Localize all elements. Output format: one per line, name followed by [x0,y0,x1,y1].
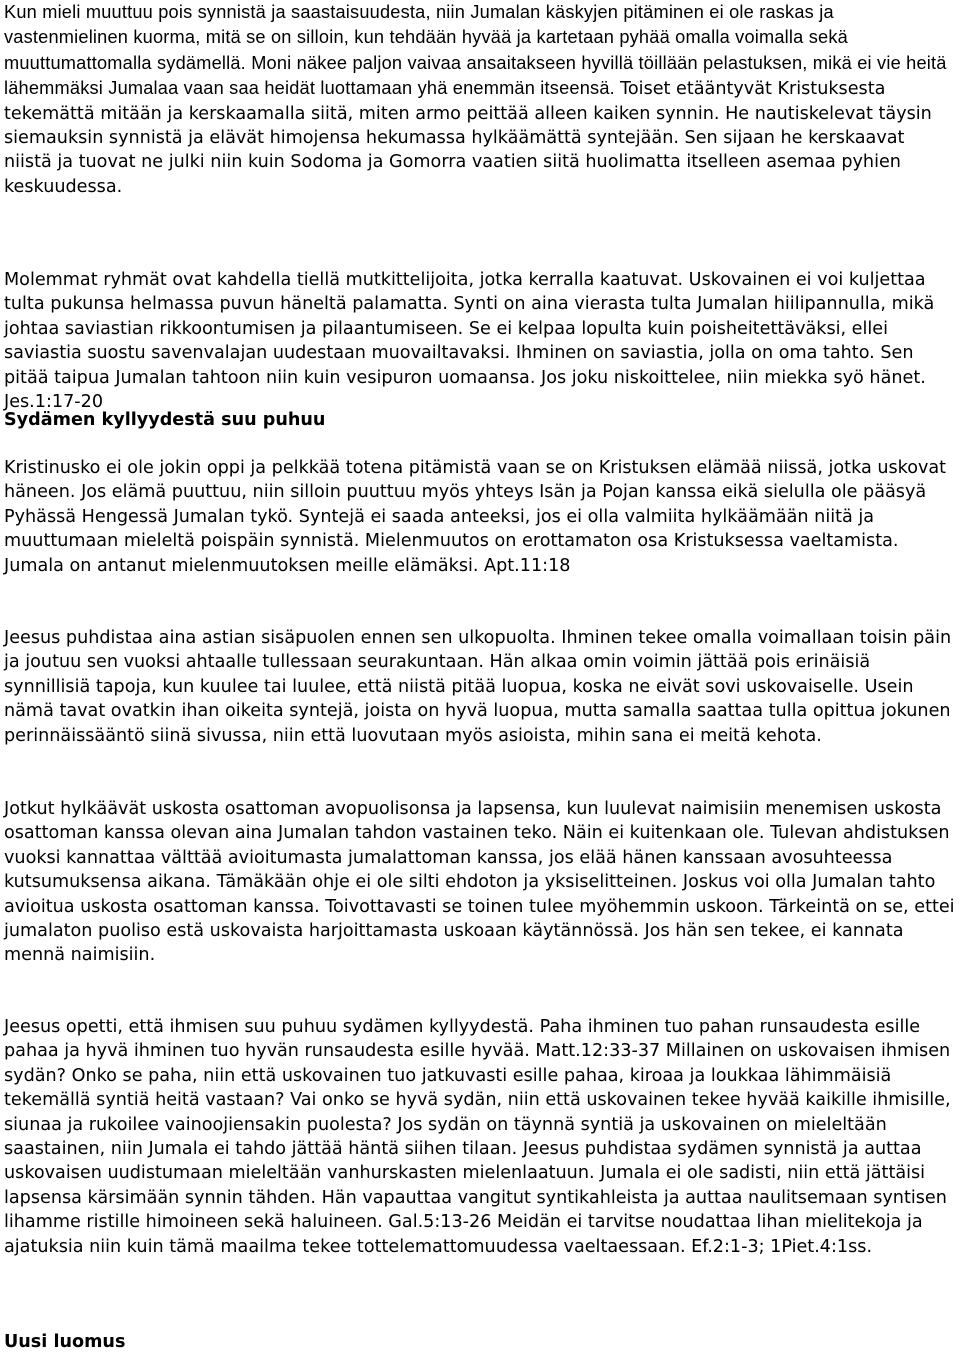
paragraph-3: Kristinusko ei ole jokin oppi ja pelkkää totena pitämistä vaan se on Kristuksen elämää niissä, jotka uskovat häneen. Jos elämä puuttuu, niin silloin puuttuu myös yhteys Isän ja Pojan kanssa eikä sielulla ole pääsyä Pyhässä Hengessä Jumalan tykö. Syntejä ei saada anteeksi, jos ei olla valmiita hylkäämään niitä ja muuttumaan mieleltä poispäin synnistä. Mielenmuutos on erottamaton osa Kristuksessa vaeltamista. Jumala on antanut mielenmuutoksen meille elämäksi. Apt.11:18 [4,458,947,576]
paragraph-1-sentence-2: Moni näkee paljon vaivaa ansaitakseen hyvillä töillään pelastuksen, mikä ei vie heitä lähemmäksi Jumalaa vaan saa heidät luottamaan yhä enemmän itseensä. [4,52,947,99]
paragraph-2: Molemmat ryhmät ovat kahdella tiellä mutkittelijoita, jotka kerralla kaatuvat. Uskovainen ei voi kuljettaa tulta pukunsa helmassa puvun häneltä palamatta. Synti on aina vierasta tulta Jumalan hiilipannulla, mikä johtaa saviastian rikkoontumisen ja pilaantumiseen. Se ei kelpaa lopulta kuin poisheitettäväksi, ellei saviastia suostu savenvalajan uudestaan muovailtavaksi. Ihminen on saviastia, jolla on oma tahto. Sen pitää taipua Jumalan tahtoon niin kuin vesipuron uomaansa. Jos joku niskoittelee, niin miekka syö hänet. Jes.1:17-20 [4,270,935,413]
paragraph-1 [4,0,956,199]
paragraph-1-sentence-1: Kun mieli muuttuu pois synnistä ja saastaisuudesta, niin Jumalan käskyjen pitäminen ei ole raskas ja vastenmielinen kuorma, mitä se on silloin, kun tehdään hyvää ja kartetaan pyhää omalla voimalla sekä muuttumattomalla sydämellä. [4,2,848,73]
section-heading-1: Sydämen kyllyydestä suu puhuu [4,410,326,430]
paragraph-5: Jotkut hylkäävät uskosta osattoman avopuolisonsa ja lapsensa, kun luulevat naimisiin menemisen uskosta osattoman kanssa olevan aina Jumalan tahdon vastainen teko. Näin ei kuitenkaan ole. Tulevan ahdistuksen vuoksi kannattaa välttää avioitumasta jumalattoman kanssa, jos elää hänen kanssaan avosuhteessa kutsumuksensa aikana. Tämäkään ohje ei ole silti ehdoton ja yksiselitteinen. Joskus voi olla Jumalan tahto avioitua uskosta osattoman kanssa. Toivottavasti se toinen tulee myöhemmin uskoon. Tärkeintä on se, ettei jumalaton puoliso estä uskovaista harjoittamasta uskoaan käytännössä. Jos hän sen tekee, ei kannata mennä naimisiin. [4,799,955,966]
section-heading-2: Uusi luomus [4,1332,126,1352]
paragraph-4: Jeesus puhdistaa aina astian sisäpuolen ennen sen ulkopuolta. Ihminen tekee omalla voimallaan toisin päin ja joutuu sen vuoksi ahtaalle tullessaan seurakuntaan. Hän alkaa omin voimin jättää pois erinäisiä synnillisiä tapoja, kun kuulee tai luulee, että niistä pitää luopua, koska ne eivät sovi uskovaiselle. Usein nämä tavat ovatkin ihan oikeita syntejä, joista on hyvä luopua, mutta samalla saattaa tulla opittua jokunen perinnäissääntö siinä sivussa, niin että luovutaan myös asioista, mihin sana ei meitä kehota. [4,628,952,746]
paragraph-1-sentence-3: Toiset etääntyvät Kristuksesta tekemättä mitään ja kerskaamalla siitä, miten armo peittää alleen kaiken synnin. [4,79,886,124]
paragraph-6: Jeesus opetti, että ihmisen suu puhuu sydämen kyllyydestä. Paha ihminen tuo pahan runsaudesta esille pahaa ja hyvä ihminen tuo hyvän runsaudesta esille hyvää. Matt.12:33-37 Millainen on uskovaisen ihmisen sydän? Onko se paha, niin että uskovainen tuo jatkuvasti esille pahaa, kiroaa ja loukkaa lähimmäisiä tekemällä syntiä heitä vastaan? Vai onko se hyvä sydän, niin että uskovainen tekee hyvää kaikille ihmisille, siunaa ja rukoilee vainoojiensakin puolesta? Jos sydän on täynnä syntiä ja uskovainen on mieleltään saastainen, niin Jumala ei tahdo jättää häntä siihen tilaan. Jeesus puhdistaa sydämen synnistä ja auttaa uskovaisen uudistumaan mieleltään vanhurskasten mielenlaatuun. Jumala ei ole sadisti, niin että jättäisi lapsensa kärsimään synnin tähden. Hän vapauttaa vangitut syntikahleista ja auttaa naulitsemaan syntisen lihamme ristille himoineen sekä haluineen. Gal.5:13-26 Meidän ei tarvitse noudattaa lihan mielitekoja ja ajatuksia niin kuin tämä maailma tekee tottelemattomuudessa vaeltaessaan. Ef.2:1-3; 1Piet.4:1ss. [4,1017,951,1257]
paragraph-1-sentence-5: Sen sijaan he kerskaavat niistä ja tuovat ne julki niin kuin Sodoma ja Gomorra vaatien siitä huolimatta itselleen asemaa pyhien keskuudessa. [4,128,905,197]
paragraph-1-sentence-4: He nautiskelevat täysin siemauksin synnistä ja elävät himojensa hekumassa hylkäämättä syntejään. [4,103,932,149]
